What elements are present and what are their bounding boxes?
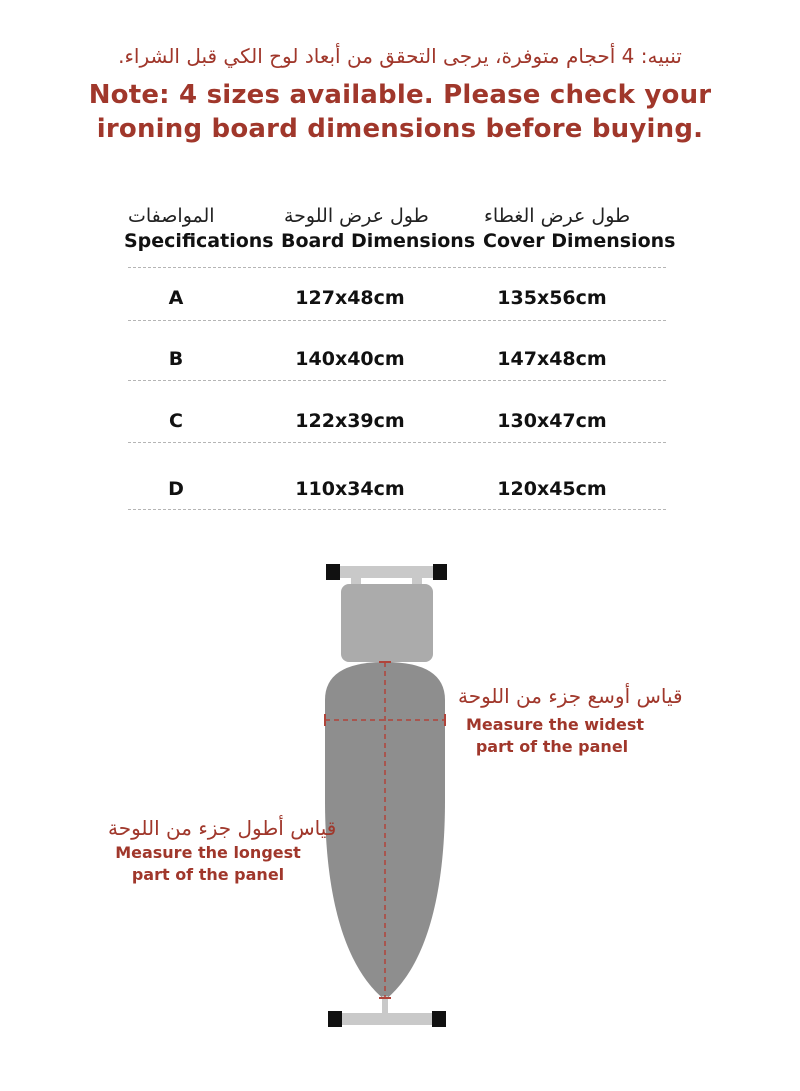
ironing-board-panel: [325, 662, 445, 1000]
header-specifications: Specifications: [124, 230, 274, 252]
longest-label-line-1: Measure the longest: [115, 843, 301, 862]
top-frame-bar: [334, 566, 440, 578]
arabic-note: تنبيه: 4 أحجام متوفرة، يرجى التحقق من أبعاد لوح الكي قبل الشراء.: [118, 44, 682, 68]
widest-label-ar: قياس أوسع جزء من اللوحة: [458, 684, 683, 708]
widest-label-line-2: part of the panel: [475, 737, 629, 756]
bottom-left-foot: [328, 1011, 342, 1027]
longest-label-ar: قياس أطول جزء من اللوحة: [108, 816, 337, 840]
row-b-spec: B: [168, 348, 184, 370]
top-right-foot: [433, 564, 447, 580]
note-line-1: Note: 4 sizes available. Please check your: [88, 80, 712, 110]
row-a-cover: 135x56cm: [497, 287, 607, 309]
header-board-dimensions: Board Dimensions: [281, 230, 476, 252]
row-c-spec: C: [169, 410, 183, 432]
bottom-right-foot: [432, 1011, 446, 1027]
row-b-board: 140x40cm: [295, 348, 405, 370]
row-a-spec: A: [168, 287, 184, 309]
header-cover-dimensions: Cover Dimensions: [483, 230, 676, 252]
header-ar-board: طول عرض اللوحة: [284, 205, 429, 227]
bottom-frame-bar: [334, 1013, 440, 1025]
row-c-board: 122x39cm: [295, 410, 405, 432]
header-ar-specifications: المواصفات: [128, 205, 215, 227]
row-a-board: 127x48cm: [295, 287, 405, 309]
row-d-cover: 120x45cm: [497, 478, 607, 500]
row-c-cover: 130x47cm: [497, 410, 607, 432]
longest-label: [110, 842, 306, 886]
note-line-2: ironing board dimensions before buying.: [96, 114, 704, 144]
widest-label: [466, 714, 644, 758]
top-left-foot: [326, 564, 340, 580]
row-d-spec: D: [168, 478, 184, 500]
longest-label-line-2: part of the panel: [131, 865, 285, 884]
widest-label-line-1: Measure the widest: [466, 715, 644, 734]
header-ar-cover: طول عرض الغطاء: [484, 205, 631, 227]
iron-rest-tray: [341, 584, 433, 662]
row-b-cover: 147x48cm: [497, 348, 607, 370]
row-d-board: 110x34cm: [295, 478, 405, 500]
